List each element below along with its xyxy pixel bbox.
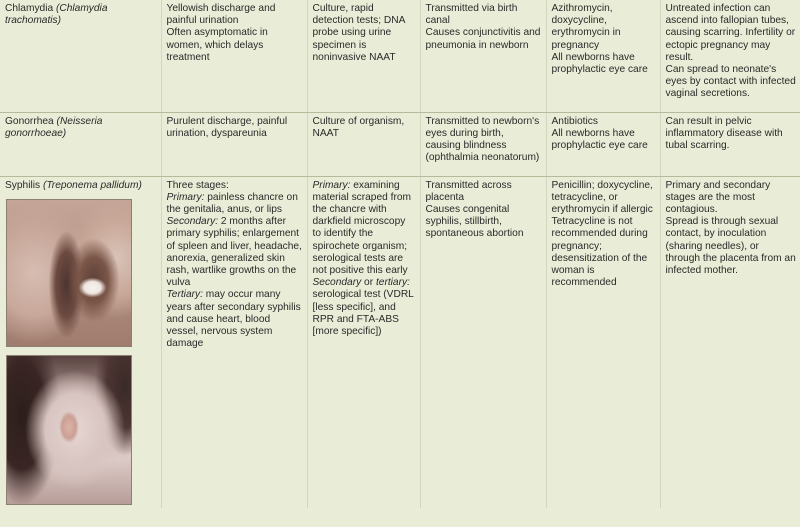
disease-name: Syphilis xyxy=(5,179,43,191)
stage-label: Primary: xyxy=(312,179,351,191)
stage-text: 2 months after primary syphilis; enlargement of spleen and liver, headache, anorexia, generalized skin rash, wartlike growths on the vulva xyxy=(166,216,302,289)
signs-tertiary xyxy=(167,289,303,350)
complications-text: Spread is through sexual contact, by inoculation (sharing needles), or through the placenta from an infected mother. xyxy=(665,216,796,276)
signs-text: Purulent discharge, painful urination, dyspareunia xyxy=(166,115,288,139)
table-row-chlamydia xyxy=(0,0,800,112)
diagnosis-cell xyxy=(307,176,420,508)
stage-text: serological test (VDRL [less specific], and RPR and FTA-ABS [more specific]) xyxy=(312,289,414,337)
stage-text: painless chancre on the genitalia, anus, or lips xyxy=(166,191,298,215)
signs-text: Yellowish discharge and painful urination xyxy=(166,3,276,27)
treatment-text: Penicillin; doxycycline, tetracycline, or erythromycin if allergic xyxy=(551,179,653,215)
table-row-syphilis xyxy=(0,176,800,508)
transmission-text: Causes conjunctivitis and pneumonia in newborn xyxy=(425,27,541,51)
transmission-text: Transmitted across placenta xyxy=(425,179,512,203)
organism-name: (Treponema pallidum) xyxy=(42,179,142,191)
diagnosis-primary xyxy=(313,180,416,278)
signs-intro: Three stages: xyxy=(166,179,229,191)
disease-cell xyxy=(0,0,161,112)
disease-cell xyxy=(0,176,161,508)
complications-text: Can spread to neonate's eyes by contact with infected vaginal secretions. xyxy=(665,64,796,100)
complications-cell xyxy=(660,0,800,112)
disease-name: Gonorrhea xyxy=(5,115,57,127)
signs-primary xyxy=(167,192,303,216)
treatment-text: Antibiotics xyxy=(551,115,598,127)
stage-label: tertiary: xyxy=(375,277,410,289)
chancre-photo xyxy=(6,199,132,347)
signs-cell xyxy=(161,176,307,508)
stage-text: examining material scraped from the chancre with darkfield microscopy to identify the spirochete organism; serological tests are not positive this early xyxy=(312,179,412,276)
complications-cell xyxy=(660,176,800,508)
diagnosis-later xyxy=(313,277,416,338)
treatment-text: Tetracycline is not recommended during pregnancy; desensitization of the woman is recommended xyxy=(551,216,648,289)
treatment-text: All newborns have prophylactic eye care xyxy=(551,51,648,76)
treatment-cell xyxy=(546,0,660,112)
complications-text: Primary and secondary stages are the most contagious. xyxy=(665,179,771,215)
complications-text: Untreated infection can ascend into fallopian tubes, causing scarring. Infertility or ectopic pregnancy may result. xyxy=(665,3,796,63)
stage-label: Secondary xyxy=(312,277,362,289)
treatment-cell xyxy=(546,112,660,176)
transmission-text: Transmitted via birth canal xyxy=(425,3,518,27)
diagnosis-text: Culture of organism, NAAT xyxy=(312,115,405,139)
signs-cell xyxy=(161,0,307,112)
transmission-cell xyxy=(420,176,546,508)
complications-cell xyxy=(660,112,800,176)
transmission-text: Causes congenital syphilis, stillbirth, spontaneous abortion xyxy=(425,203,524,240)
signs-secondary xyxy=(167,216,303,289)
signs-text: Often asymptomatic in women, which delays treatment xyxy=(166,27,268,63)
stage-label: Primary: xyxy=(166,191,205,203)
treatment-text: Azithromycin, doxycycline, erythromycin in pregnancy xyxy=(551,3,621,51)
signs-cell xyxy=(161,112,307,176)
complications-text: Can result in pelvic inflammatory disease with tubal scarring. xyxy=(665,115,783,151)
organism-name: (Neisseria gonorrhoeae) xyxy=(5,115,103,139)
treatment-text: All newborns have prophylactic eye care xyxy=(551,127,648,151)
skin-lesion-photo xyxy=(6,355,132,505)
transmission-text: Transmitted to newborn's eyes during birth, causing blindness (ophthalmia neonatorum) xyxy=(425,115,540,164)
diagnosis-cell xyxy=(307,0,420,112)
diagnosis-cell xyxy=(307,112,420,176)
transmission-cell xyxy=(420,112,546,176)
stage-text: or xyxy=(361,277,376,289)
disease-name: Chlamydia xyxy=(5,3,56,14)
stage-label: Secondary: xyxy=(166,216,219,228)
transmission-cell xyxy=(420,0,546,112)
stage-text: may occur many years after secondary syphilis and cause heart, blood vessel, nervous system damage xyxy=(166,289,301,350)
organism-name: (Chlamydia trachomatis) xyxy=(5,3,108,27)
stage-label: Tertiary: xyxy=(166,289,203,301)
diagnosis-text: Culture, rapid detection tests; DNA probe using urine specimen is noninvasive NAAT xyxy=(312,3,405,63)
treatment-cell xyxy=(546,176,660,508)
table-row-gonorrhea xyxy=(0,112,800,176)
disease-cell xyxy=(0,112,161,176)
